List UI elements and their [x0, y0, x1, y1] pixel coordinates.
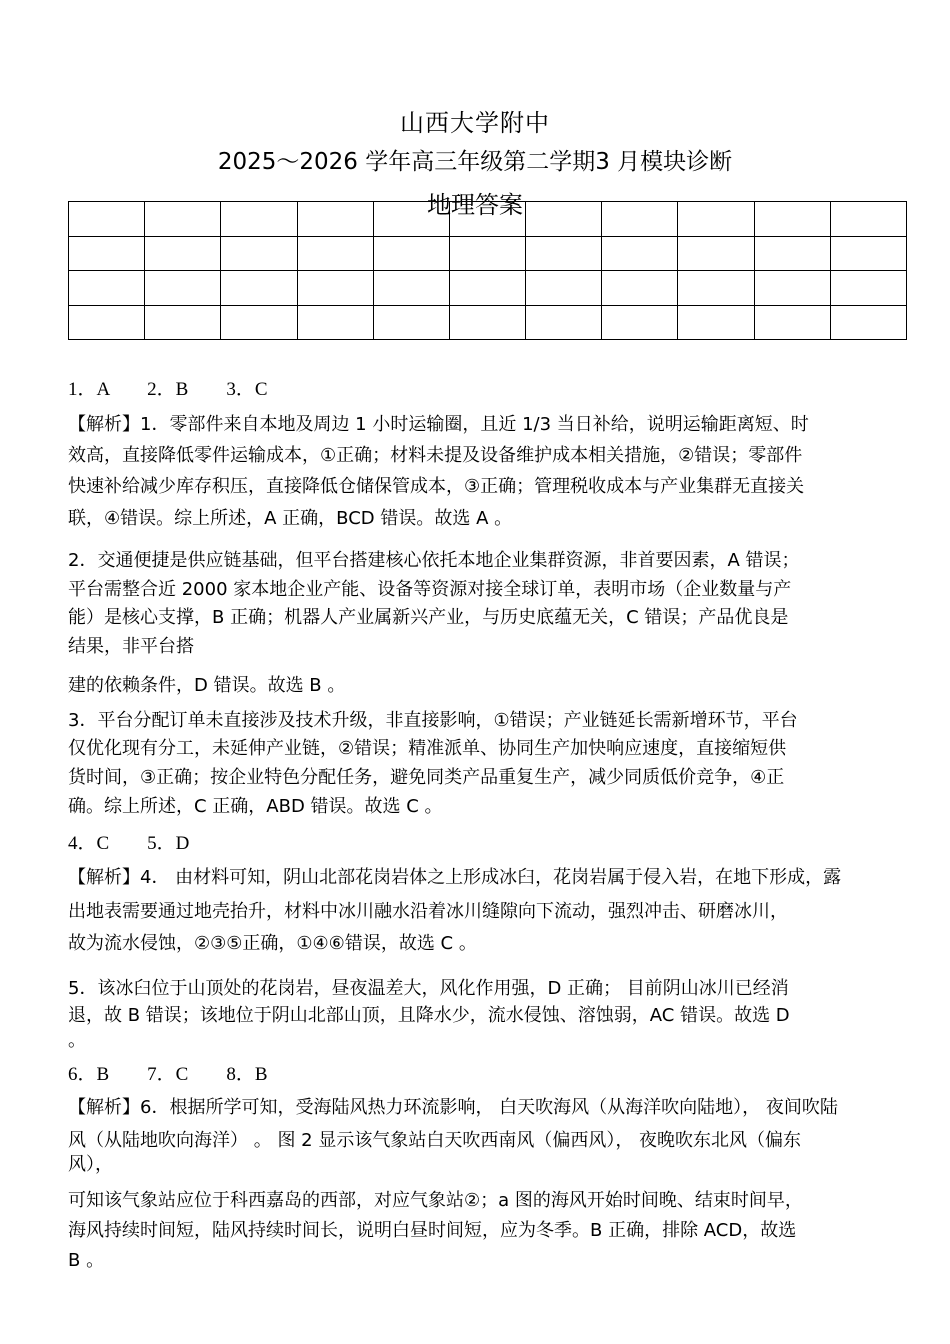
answer-grid-cell [69, 305, 145, 340]
answer-grid-cell [449, 305, 525, 340]
answer-grid-cell [678, 305, 754, 340]
analysis-line: 。 [68, 1030, 86, 1051]
answer-grid-row [69, 305, 907, 340]
analysis-line: 故为流水侵蚀，②③⑤正确，①④⑥错误，故选 C 。 [68, 933, 477, 954]
answer-key-4-5: 4．C 5．D [68, 833, 190, 854]
analysis-line: 结果，非平台搭 [68, 636, 194, 657]
analysis-line: 风）， [68, 1154, 113, 1175]
answer-grid-cell [449, 236, 525, 271]
analysis-line: 海风持续时间短，陆风持续时间长，说明白昼时间短，应为冬季。B 正确，排除 ACD，故选 [68, 1220, 797, 1241]
answer-grid-cell [526, 236, 602, 271]
analysis-line: 2．交通便捷是供应链基础，但平台搭建核心依托本地企业集群资源，非首要因素，A 错误； [68, 550, 800, 571]
answer-grid-cell [830, 271, 906, 306]
answer-grid-cell [373, 271, 449, 306]
answer-grid-cell [526, 305, 602, 340]
analysis-line: 能）是核心支撑，B 正确；机器人产业属新兴产业，与历史底蕴无关，C 错误；产品优良是 [68, 607, 789, 628]
answer-grid-row [69, 271, 907, 306]
subject-title: 地理答案 [427, 191, 523, 219]
analysis-line: 3．平台分配订单未直接涉及技术升级，非直接影响，①错误；产业链延长需新增环节，平台 [68, 710, 798, 731]
answer-grid-cell [69, 271, 145, 306]
answer-grid-cell [754, 305, 830, 340]
analysis-line: 仅优化现有分工，未延伸产业链，②错误；精准派单、协同生产加快响应速度，直接缩短供 [68, 738, 787, 759]
answer-grid-cell [602, 236, 678, 271]
exam-title: 2025～2026 学年高三年级第二学期3 月模块诊断 [217, 149, 733, 175]
analysis-line: 确。综上所述，C 正确，ABD 错误。故选 C 。 [68, 796, 443, 817]
answer-grid-cell [602, 271, 678, 306]
answer-grid-cell [449, 271, 525, 306]
answer-grid-row [69, 236, 907, 271]
answer-grid-cell [145, 271, 221, 306]
answer-grid-cell [754, 236, 830, 271]
analysis-line: 效高，直接降低零件运输成本，①正确；材料未提及设备维护成本相关措施，②错误；零部件 [68, 445, 803, 466]
answer-grid-cell [69, 236, 145, 271]
analysis-line: B 。 [68, 1250, 105, 1271]
analysis-line: 快速补给减少库存积压，直接降低仓储保管成本，③正确；管理税收成本与产业集群无直接关 [68, 476, 805, 497]
analysis-line: 出地表需要通过地壳抬升，材料中冰川融水沿着冰川缝隙向下流动，强烈冲击、研磨冰川， [68, 901, 788, 922]
answer-grid-cell [145, 305, 221, 340]
answer-grid [68, 201, 907, 340]
answer-grid-cell [221, 271, 297, 306]
answer-grid-cell [678, 271, 754, 306]
answer-grid-cell [221, 305, 297, 340]
answer-grid-cell [526, 271, 602, 306]
analysis-line: 货时间，③正确；按企业特色分配任务，避免同类产品重复生产，减少同质低价竞争，④正 [68, 767, 785, 788]
analysis-line: 风（从陆地吹向海洋） 。 图 2 显示该气象站白天吹西南风（偏西风）， 夜晚吹东北风（偏东 [68, 1130, 802, 1151]
analysis-line: 退，故 B 错误；该地位于阴山北部山顶，且降水少，流水侵蚀、溶蚀弱，AC 错误。故选 D [68, 1005, 790, 1026]
answer-grid-cell [678, 236, 754, 271]
analysis-line: 联，④错误。综上所述，A 正确，BCD 错误。故选 A 。 [68, 508, 513, 529]
school-name: 山西大学附中 [400, 109, 550, 137]
answer-grid-cell [145, 236, 221, 271]
answer-grid-cell [373, 236, 449, 271]
analysis-line: 【解析】1．零部件来自本地及周边 1 小时运输圈，且近 1/3 当日补给，说明运输距离短、时 [68, 414, 809, 435]
answer-grid-cell [297, 236, 373, 271]
analysis-line: 【解析】4． 由材料可知，阴山北部花岗岩体之上形成冰臼，花岗岩属于侵入岩，在地下形成，露 [68, 867, 842, 888]
answer-grid-cell [297, 271, 373, 306]
answer-grid-cell [754, 271, 830, 306]
analysis-line: 平台需整合近 2000 家本地企业产能、设备等资源对接全球订单，表明市场（企业数量与产 [68, 579, 792, 600]
answer-key-6-8: 6．B 7．C 8．B [68, 1064, 268, 1085]
answer-grid-cell [373, 305, 449, 340]
answer-grid-cell [830, 305, 906, 340]
answer-grid-cell [602, 305, 678, 340]
analysis-line: 建的依赖条件，D 错误。故选 B 。 [68, 675, 346, 696]
answer-key-1-3: 1．A 2．B 3．C [68, 379, 268, 400]
analysis-line: 【解析】6．根据所学可知，受海陆风热力环流影响， 白天吹海风（从海洋吹向陆地）， 夜间吹陆 [68, 1097, 838, 1118]
analysis-line: 可知该气象站应位于科西嘉岛的西部，对应气象站②；a 图的海风开始时间晚、结束时间早， [68, 1190, 803, 1211]
analysis-line: 5．该冰臼位于山顶处的花岗岩，昼夜温差大，风化作用强，D 正确； 目前阴山冰川已经消 [68, 978, 789, 999]
answer-grid-cell [221, 236, 297, 271]
answer-grid-cell [297, 305, 373, 340]
answer-grid-cell [830, 236, 906, 271]
